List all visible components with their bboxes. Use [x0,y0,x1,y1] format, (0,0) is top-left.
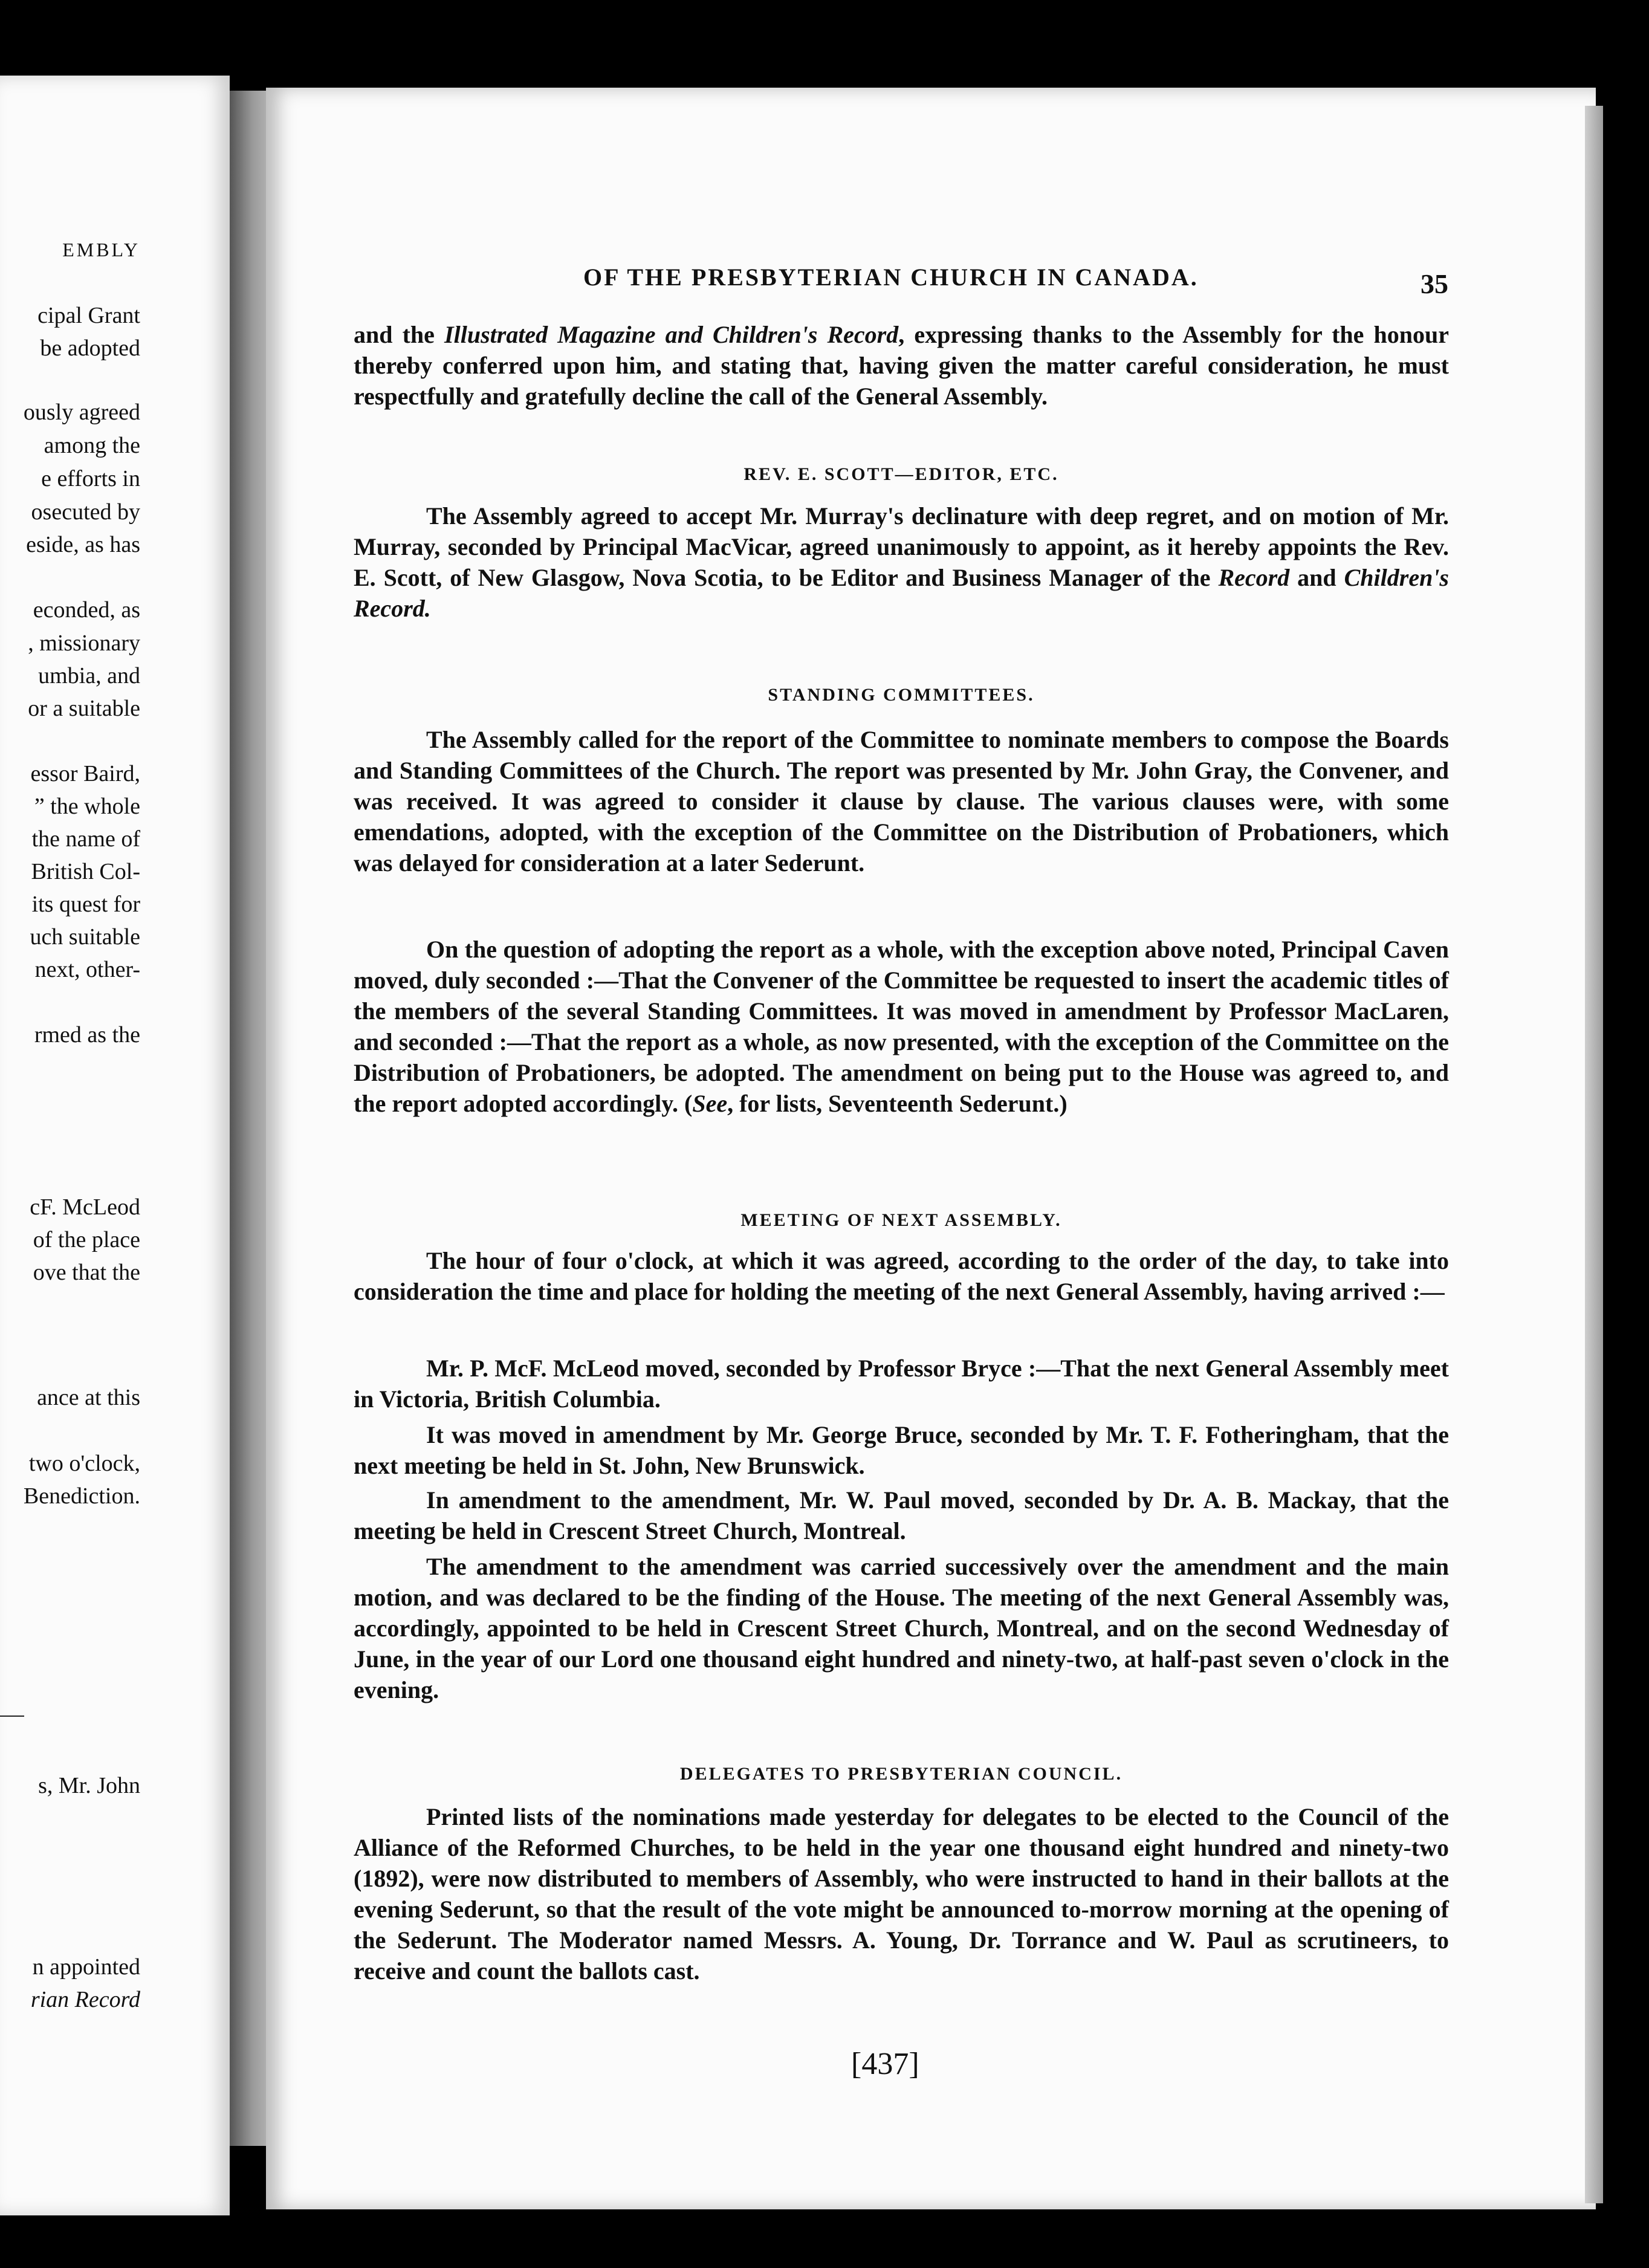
left-page-line: cF. McLeod [30,1194,140,1220]
page-edge [1585,106,1603,2203]
section-heading-next-assembly: MEETING OF NEXT ASSEMBLY. [740,1210,1062,1230]
section-heading-scott: REV. E. SCOTT—EDITOR, ETC. [744,464,1059,484]
paragraph-four-oclock: The hour of four o'clock, at which it was agreed, according to the order of the day, to take into consideration the time and place for holding the meeting of the next General Assembly, having arrived :— [354,1247,1449,1305]
paragraph-adoption: On the question of adopting the report as a whole, with the exception above noted, Principal Caven moved, duly seconded :—That the Convener of the Committee be requested to insert the academic titles of the members of the several Standing Committees. It was moved in amendment by Professor MacLaren, and seconded :—That the report as a whole, as now presented, with the exception of the Committee on the Distribution of Probationers, be adopted. The amendment on being put to the House was agreed to, and the report adopted accordingly. (See, for lists, Seventeenth Sederunt.) [354,936,1449,1117]
left-page-line: , missionary [28,630,140,656]
page-number: 35 [1421,268,1448,299]
left-page-line: be adopted [40,335,140,361]
left-facing-page [0,76,230,2215]
left-page-line: among the [44,433,140,458]
left-page-line: ously agreed [23,400,140,425]
left-page-line: eside, as has [26,532,140,557]
folio-number: [437] [851,2047,919,2081]
left-page-line: ove that the [33,1260,140,1285]
paragraph-bruce-amendment: It was moved in amendment by Mr. George Bruce, seconded by Mr. T. F. Fotheringham, that the next meeting be held in St. John, New Brunswick. [354,1421,1449,1479]
paragraph-finding: The amendment to the amendment was carried successively over the amendment and the main motion, and was declared to be the finding of the House. The meeting of the next General Assembly was, accordingly, appointed to be held in Crescent Street Church, Montreal, and on the second Wednesday of June, in the year of our Lord one thousand eight hundred and ninety-two, at half-past seven o'clock in the evening. [354,1553,1449,1703]
section-heading-standing-committees: STANDING COMMITTEES. [768,685,1035,705]
left-page-line: two o'clock, [28,1451,140,1476]
left-page-line: rmed as the [34,1022,140,1048]
left-page-line: econded, as [33,597,140,623]
left-page-line: of the place [33,1227,140,1252]
left-page-line: e efforts in [41,466,140,491]
left-page-line: ance at this [37,1385,140,1410]
left-page-line: its quest for [31,892,140,917]
left-page-line: EMBLY [62,239,140,261]
left-page-line: umbia, and [38,663,140,688]
left-page-line: rian Record [30,1987,140,2012]
paragraph-paul-amendment: In amendment to the amendment, Mr. W. Paul moved, seconded by Dr. A. B. Mackay, that the meeting be held in Crescent Street Church, Montreal. [354,1486,1449,1544]
left-page-line: s, Mr. John [38,1773,140,1798]
left-page-line: or a suitable [28,696,140,721]
left-page-line: British Col- [31,859,140,884]
left-page-line: uch suitable [30,924,140,950]
left-page-rule [0,1716,24,1717]
section-heading-delegates: DELEGATES TO PRESBYTERIAN COUNCIL. [679,1764,1123,1784]
left-page-line: the name of [31,826,140,852]
left-page-line: ” the whole [34,794,140,819]
running-head: OF THE PRESBYTERIAN CHURCH IN CANADA. [583,264,1199,291]
paragraph-scott-appointment: The Assembly agreed to accept Mr. Murray's declinature with deep regret, and on motion of Mr. Murray, seconded by Principal MacVicar, agreed unanimously to appoint, as it hereby appoints the Rev. E. Scott, of New Glasgow, Nova Scotia, to be Editor and Business Manager of the Record and Children's Record. [354,502,1449,622]
paragraph-decline: and the Illustrated Magazine and Children's Record, expressing thanks to the Assembly for the honour thereby conferred upon him, and stating that, having given the matter careful consideration, he must respectfully and gratefully decline the call of the General Assembly. [354,321,1450,410]
left-page-line: next, other- [34,957,140,982]
paragraph-committee-report: The Assembly called for the report of the Committee to nominate members to compose the Boards and Standing Committees of the Church. The report was presented by Mr. John Gray, the Convener, and was received. It was agreed to consider it clause by clause. The various clauses were, with some emendations, adopted, with the exception of the Committee on the Distribution of Probationers, which was delayed for consideration at a later Sederunt. [354,726,1449,876]
left-page-line: cipal Grant [37,303,140,328]
left-page-line: n appointed [32,1954,140,1980]
left-page-line: osecuted by [31,499,140,525]
left-page-line: essor Baird, [30,761,140,786]
paragraph-mcleod-motion: Mr. P. McF. McLeod moved, seconded by Professor Bryce :—That the next General Assembly meet in Victoria, British Columbia. [354,1355,1449,1413]
paragraph-delegates: Printed lists of the nominations made yesterday for delegates to be elected to the Council of the Alliance of the Reformed Churches, to be held in the year one thousand eight hundred and ninety-two (1892), were now distributed to members of Assembly, who were instructed to hand in their ballots at the evening Sederunt, so that the result of the vote might be announced to-morrow morning at the opening of the Sederunt. The Moderator named Messrs. A. Young, Dr. Torrance and W. Paul as scrutineers, to receive and count the ballots cast. [354,1803,1449,1984]
left-page-line: Benediction. [23,1483,140,1509]
